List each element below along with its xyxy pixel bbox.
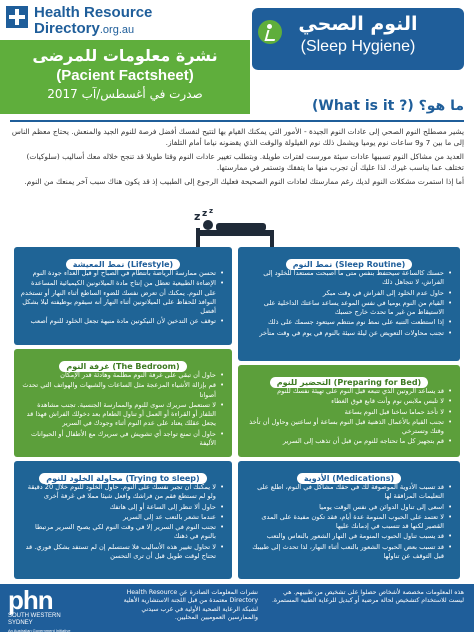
person-sleeping-icon bbox=[258, 20, 282, 44]
lifestyle-title: نمط المعيشة (Lifestyle) bbox=[66, 259, 180, 270]
list-item: • تحسن ممارسة الرياضة بانتظام في الصباح أو قبل الغداء جودة النوم bbox=[20, 269, 216, 278]
banner-date: صدرت في أغسطس/آب 2017 bbox=[47, 87, 203, 101]
routine-list bbox=[244, 269, 454, 339]
list-item: • قد يساعد الروتين الذي تتبعه قبل النوم على تهيئة نفسك للنوم bbox=[244, 387, 444, 396]
prepare-list bbox=[244, 387, 454, 448]
trying-to-sleep-card bbox=[14, 461, 232, 579]
page-title-ar: النوم الصحي bbox=[298, 13, 418, 35]
list-item: • لا تلبس ملابس نوم وأنت قابع فوق الغطاء bbox=[244, 397, 444, 406]
medical-cross-icon bbox=[6, 6, 28, 28]
list-item: • تجنب النوم في السرير إلا في وقت النوم لكي يصبح السرير مرتبطا بالنوم في ذهنك bbox=[20, 523, 216, 542]
list-item: • قم بتجهيز كل ما تحتاجه للنوم من قبل أن تذهب إلى السرير bbox=[244, 437, 444, 446]
list-item: • تجنب محاولات التعويض عن ليلة سيئة بالنوم في يوم في وقت متأخر bbox=[244, 329, 444, 338]
health-resource-directory-logo[interactable] bbox=[6, 4, 181, 38]
trying-title: محاولة الخلود للنوم (Trying to sleep) bbox=[39, 473, 206, 484]
bedroom-card bbox=[14, 349, 232, 457]
lifestyle-card bbox=[14, 247, 232, 345]
svg-text:z: z bbox=[202, 209, 208, 219]
bedroom-title: غرفة النوم (The Bedroom) bbox=[59, 361, 186, 372]
list-item: • قم بإزالة الأشياء المزعجة مثل الساعات والشبهات والهواتف التي تحدث أصواتا bbox=[20, 381, 216, 400]
intro-text bbox=[10, 126, 464, 190]
intro-paragraph: يشير مصطلح النوم الصحي إلى عادات النوم الجيدة - الأمور التي يمكنك القيام بها لتتيح لنفسك أفضل فرصة للنوم الجيد والمنعش. يحتاج معظم الناس إلى ما بين 7 و9 ساعات نوم يوميا ويشمل ذلك نوم القيلولة والوقت الذي يقضونه نياما أمام التلفاز. bbox=[11, 127, 464, 147]
list-item: • حسنك كالساعة سيحتفظ بنفس متى ما أصبحت مستعدا للخلود إلى الفراش، لا تتجاهل ذلك bbox=[244, 269, 444, 288]
list-item: • عندما تشعر بالتعب عد إلى السرير bbox=[20, 513, 216, 522]
page-title-en: (Sleep Hygiene) bbox=[300, 38, 416, 55]
bedroom-list bbox=[20, 371, 226, 449]
what-is-it-section bbox=[10, 98, 464, 122]
routine-title: نمط النوم (Sleep Routine) bbox=[286, 259, 413, 270]
phn-logo[interactable] bbox=[8, 585, 94, 633]
footer bbox=[0, 584, 474, 632]
intro-paragraph: أما إذا استمرت مشكلات النوم لديك رغم ممارستك لعادات النوم الصحيحة فعليك الرجوع إلى الطبيب إذ قد يكون هناك سبب آخر يمنعك من النوم. bbox=[24, 177, 464, 186]
banner-title-en: (Pacient Factsheet) bbox=[56, 67, 194, 84]
list-item: • إذا استطعت التنبه على نمط نوم منتظم سيتعود جسمك على ذلك bbox=[244, 318, 444, 327]
list-item: • حاول أن تمنع تواجد أي تشويش في سريرك مع الأطفال أو الحيوانات الأليفة bbox=[20, 430, 216, 449]
list-item: • لا تحاول تغيير هذه الأساليب فلا تستسلم إن لم تستفد بشكل فوري. قد تحتاج لوقت طويل قبل أن ترى التحسن bbox=[20, 543, 216, 562]
phn-tagline: An Australian Government Initiative bbox=[8, 628, 71, 633]
list-item: • القيام من النوم يوميا في نفس الموعد يساعد ساعتك الداخلية على الاستيقاظ من غير ما تحدث خارج حسبك bbox=[244, 299, 444, 318]
list-item: • قد تسبب الأدوية الموصوفة لك في حقك مشاكل في النوم، اطلع على التعليمات المرافقة لها bbox=[244, 483, 444, 502]
sleeping-bed-icon bbox=[186, 206, 286, 252]
logo-line1: Health Resource bbox=[34, 4, 153, 21]
sleep-routine-card bbox=[238, 247, 460, 361]
list-item: • لا تأخذ حماما ساخنا قبل النوم بساعة bbox=[244, 408, 444, 417]
endorsement-text: نشرات المعلومات الصادرة عن Health Resource Directory معتمدة من قبل اللجنة الاستشارية الأهلية لشبكة الرعاية الصحية الأولية في غرب سيدني والممارسين العموميين المحليين. bbox=[123, 589, 258, 622]
list-item: • حاول أن تبقي على غرفة النوم مظلمة وهادئة قدر الإمكان bbox=[20, 371, 216, 380]
list-item: • حاول عدم الخلود إلى الفراش في وقت مبكر bbox=[244, 289, 444, 298]
list-item: • قد تسبب بعض الحبوب الشعور بالتعب أثناء النهار، لذا تحدث إلى طبيبك قبل التوقف عن تناولها bbox=[244, 543, 444, 562]
medications-list bbox=[244, 483, 454, 562]
preparing-for-bed-card bbox=[238, 365, 460, 457]
list-item: • الإضاءة الطبيعية تعطل من إنتاج مادة الميلاتونين الكيميائية المساعدة على النوم. يمكنك أن تعرض نفسك للضوء الساطع أثناء النهار أو تستخدم النوافذ للحفاظ على الميلاتونين أثناء النهار أنه سيقوم بوظيفته ليلا بشكل أفضل bbox=[20, 279, 216, 316]
trying-list bbox=[20, 483, 226, 562]
svg-text:z: z bbox=[194, 210, 201, 223]
what-is-it-heading: (What is it ?) ما هو؟ bbox=[312, 98, 464, 114]
list-item: • لا يمكنك أن تجبر نفسك على النوم. حاول الخلود للنوم خلال 20 دقيقة ولو لم تستطع فقم من فراشك وافعل شيئا مملا في غرفة أخرى bbox=[20, 483, 216, 502]
list-item: • قد يسبب تناول الحبوب المنومة في النهار الشعور بالنعاس والتعب bbox=[244, 532, 444, 541]
svg-text:z: z bbox=[209, 207, 214, 215]
list-item: • حاول ألا تنظر إلى الساعة أو إلى هاتفك bbox=[20, 503, 216, 512]
logo-line2: Directory.org.au bbox=[34, 20, 135, 37]
list-item: • تجنب القيام بالأعمال الذهنية قبل النوم بساعة أو ساعتين وحاول أن تأخذ وقتك وتسترخي bbox=[244, 418, 444, 437]
banner-title-ar: نشرة معلومات للمرضى bbox=[32, 46, 218, 65]
phn-wordmark: phn bbox=[8, 585, 53, 615]
disclaimer-text: هذه المعلومات مخصصة لأشخاص حصلوا على تشخيص من طبيبهم. هي ليست للاستخدام كتشخيص لحالة مرضية أو كبديل للرعاية الطبية المستمرة. bbox=[271, 589, 464, 605]
phn-subtitle: SOUTH WESTERN SYDNEY bbox=[8, 613, 61, 626]
medications-card bbox=[238, 461, 460, 579]
lifestyle-list bbox=[20, 269, 226, 328]
medications-title: الأدوية (Medications) bbox=[297, 473, 401, 484]
list-item: • لا تستعمل سريرك سوى للنوم والممارسة الجنسية. تجنب مشاهدة التلفاز أو القراءة أو العمل أو تناول الطعام بعد دخولك الفراش فهذا قد يجعل عقلك يعتاد على عدم النوم أثناء وجودك في السرير bbox=[20, 401, 216, 429]
prepare-title: التحضير للنوم (Preparing for Bed) bbox=[270, 377, 428, 388]
intro-paragraph: العديد من مشاكل النوم تسببها عادات سيئة مورست لفترات طويلة. وبتطلب تغيير عادات النوم وقتا طويلا قد تنجح خلاله معك أساليب (سلوكيات) تختلف عما يناسب غيرك. لذا عليك أن تجرب منها ما يتفقك وتستمر في ممارستها. bbox=[26, 152, 464, 172]
list-item: • لا تعتمد على الحبوب المنومة عدة أيام، فقد تكون مفيدة على المدى القصير لكنها قد تتسبب في إدمانك عليها bbox=[244, 513, 444, 532]
list-item: • توقف عن التدخين لأن النيكوتين مادة منبهة تجعل الخلود للنوم أصعب bbox=[20, 317, 216, 326]
tips-grid bbox=[14, 247, 460, 579]
list-item: • اسعى إلى تناول الدوائن في نفس الوقت يوميا bbox=[244, 503, 444, 512]
page-title-box bbox=[252, 8, 464, 70]
